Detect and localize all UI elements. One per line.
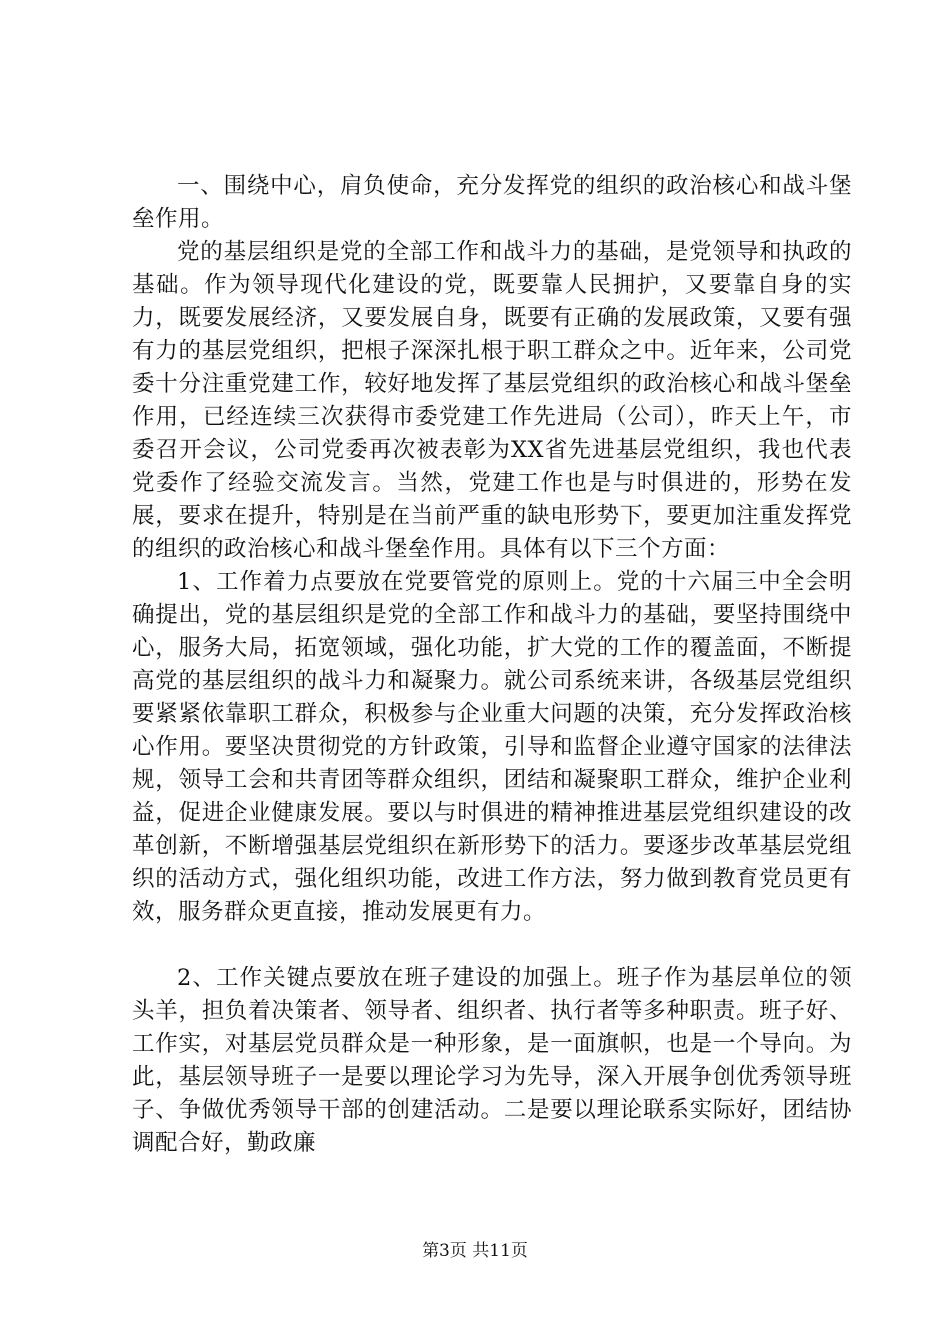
page-number-footer: 第3页 共11页 [422, 1241, 528, 1261]
section-heading-paragraph: 一、围绕中心，肩负使命，充分发挥党的组织的政治核心和战斗堡垒作用。 [132, 173, 852, 232]
body-paragraph-party-organization: 党的基层组织是党的全部工作和战斗力的基础，是党领导和执政的基础。作为领导现代化建设的党，既要靠人民拥护，又要靠自身的实力，既要发展经济，又要发展自身，既要有正确的发展政策，又要有强有力的基层党组织，把根子深深扎根于职工群众之中。近年来，公司党委十分注重党建工作，较好地发挥了基层党组织的政治核心和战斗堡垒作用，已经连续三次获得市委党建工作先进局（公司），昨天上午，市委召开会议，公司党委再次被表彰为XX省先进基层党组织，我也代表党委作了经验交流发言。当然，党建工作也是与时俱进的，形势在发展，要求在提升，特别是在当前严重的缺电形势下，要更加注重发挥党的组织的政治核心和战斗堡垒作用。具体有以下三个方面： [132, 239, 852, 562]
body-paragraph-point-1: 1、工作着力点要放在党要管党的原则上。党的十六届三中全会明确提出，党的基层组织是党的全部工作和战斗力的基础，要坚持围绕中心，服务大局，拓宽领域，强化功能，扩大党的工作的覆盖面，不断提高党的基层组织的战斗力和凝聚力。就公司系统来讲，各级基层党组织要紧紧依靠职工群众，积极参与企业重大问题的决策，充分发挥政治核心作用。要坚决贯彻党的方针政策，引导和监督企业遵守国家的法律法规，领导工会和共青团等群众组织，团结和凝聚职工群众，维护企业利益，促进企业健康发展。要以与时俱进的精神推进基层党组织建设的改革创新，不断增强基层党组织在新形势下的活力。要逐步改革基层党组织的活动方式，强化组织功能，改进工作方法，努力做到教育党员更有效，服务群众更直接，推动发展更有力。 [132, 569, 852, 925]
paragraph-spacer [132, 929, 852, 962]
document-body [132, 170, 852, 1160]
body-paragraph-point-2: 2、工作关键点要放在班子建设的加强上。班子作为基层单位的领头羊，担负着决策者、领导者、组织者、执行者等多种职责。班子好、工作实，对基层党员群众是一种形象，是一面旗帜，也是一个导向。为此，基层领导班子一是要以理论学习为先导，深入开展争创优秀领导班子、争做优秀领导干部的创建活动。二是要以理论联系实际好，团结协调配合好，勤政廉 [132, 965, 852, 1156]
